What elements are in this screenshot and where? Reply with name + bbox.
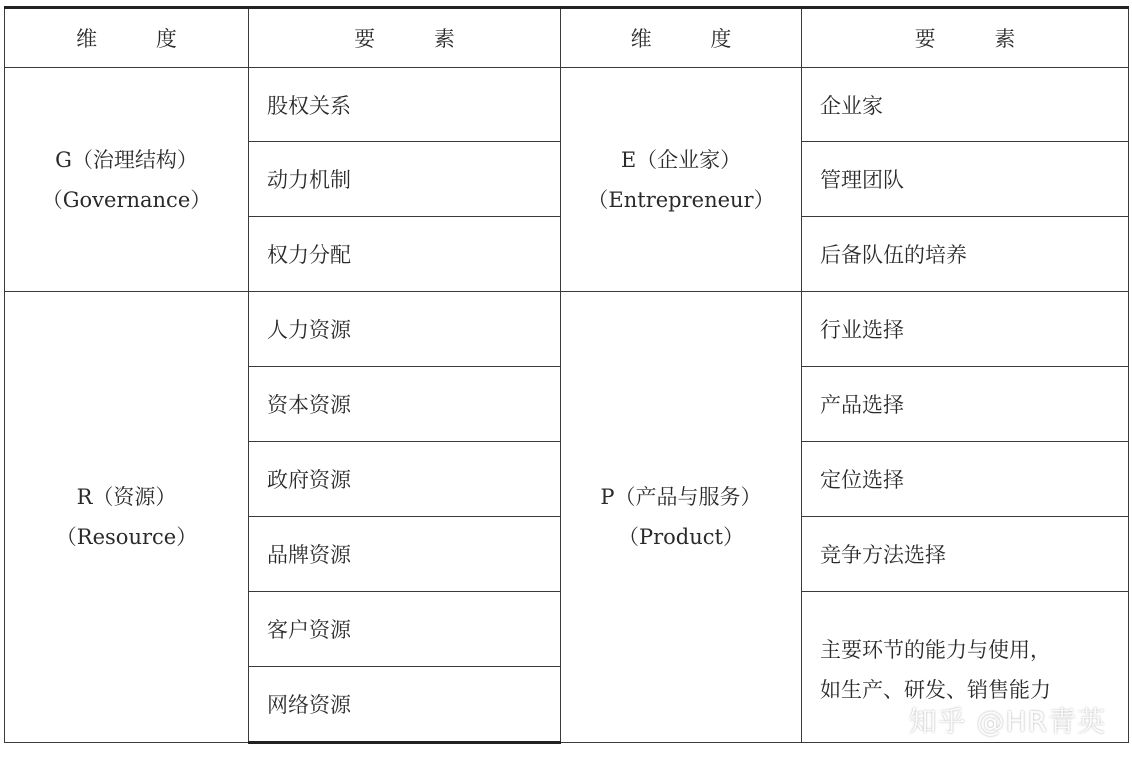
dimension-label: E（企业家） <box>620 147 742 172</box>
dimension-english: （Product） <box>618 525 744 549</box>
element-cell: 人力资源 <box>249 292 561 367</box>
element-cell: 政府资源 <box>249 442 561 517</box>
element-cell: 行业选择 <box>802 292 1129 367</box>
element-cell: 企业家 <box>802 68 1129 142</box>
table-row <box>5 292 1129 367</box>
element-cell: 资本资源 <box>249 367 561 442</box>
dimension-english: （Governance） <box>41 187 212 212</box>
header-dimension-1: 维 度 <box>5 8 249 68</box>
element-cell: 定位选择 <box>802 442 1129 517</box>
header-dimension-2: 维 度 <box>561 8 802 68</box>
dimension-governance <box>5 68 249 292</box>
dimension-label: G（治理结构） <box>55 147 198 172</box>
element-line: 主要环节的能力与使用， <box>820 638 1051 662</box>
dimension-product <box>561 292 802 743</box>
element-line: 如生产、研发、销售能力 <box>820 678 1051 702</box>
element-cell: 动力机制 <box>249 142 561 217</box>
element-cell: 客户资源 <box>249 592 561 667</box>
header-element-1: 要 素 <box>249 8 561 68</box>
header-element-2: 要 素 <box>802 8 1129 68</box>
dimension-english: （Resource） <box>55 525 198 549</box>
element-cell: 后备队伍的培养 <box>802 217 1129 292</box>
dimension-resource <box>5 292 249 743</box>
element-cell: 管理团队 <box>802 142 1129 217</box>
dimension-entrepreneur <box>561 68 802 292</box>
element-cell: 权力分配 <box>249 217 561 292</box>
table-row <box>5 68 1129 142</box>
dimension-label: P（产品与服务） <box>600 485 762 509</box>
dimension-label: R（资源） <box>76 485 177 509</box>
dimension-english: （Entrepreneur） <box>587 187 775 212</box>
gerp-table <box>4 6 1129 744</box>
header-row <box>5 8 1129 68</box>
element-cell: 竞争方法选择 <box>802 517 1129 592</box>
watermark: 知乎 @HR青英 <box>908 705 1106 738</box>
element-cell: 股权关系 <box>249 68 561 142</box>
element-cell: 产品选择 <box>802 367 1129 442</box>
element-cell: 网络资源 <box>249 667 561 743</box>
element-cell: 品牌资源 <box>249 517 561 592</box>
